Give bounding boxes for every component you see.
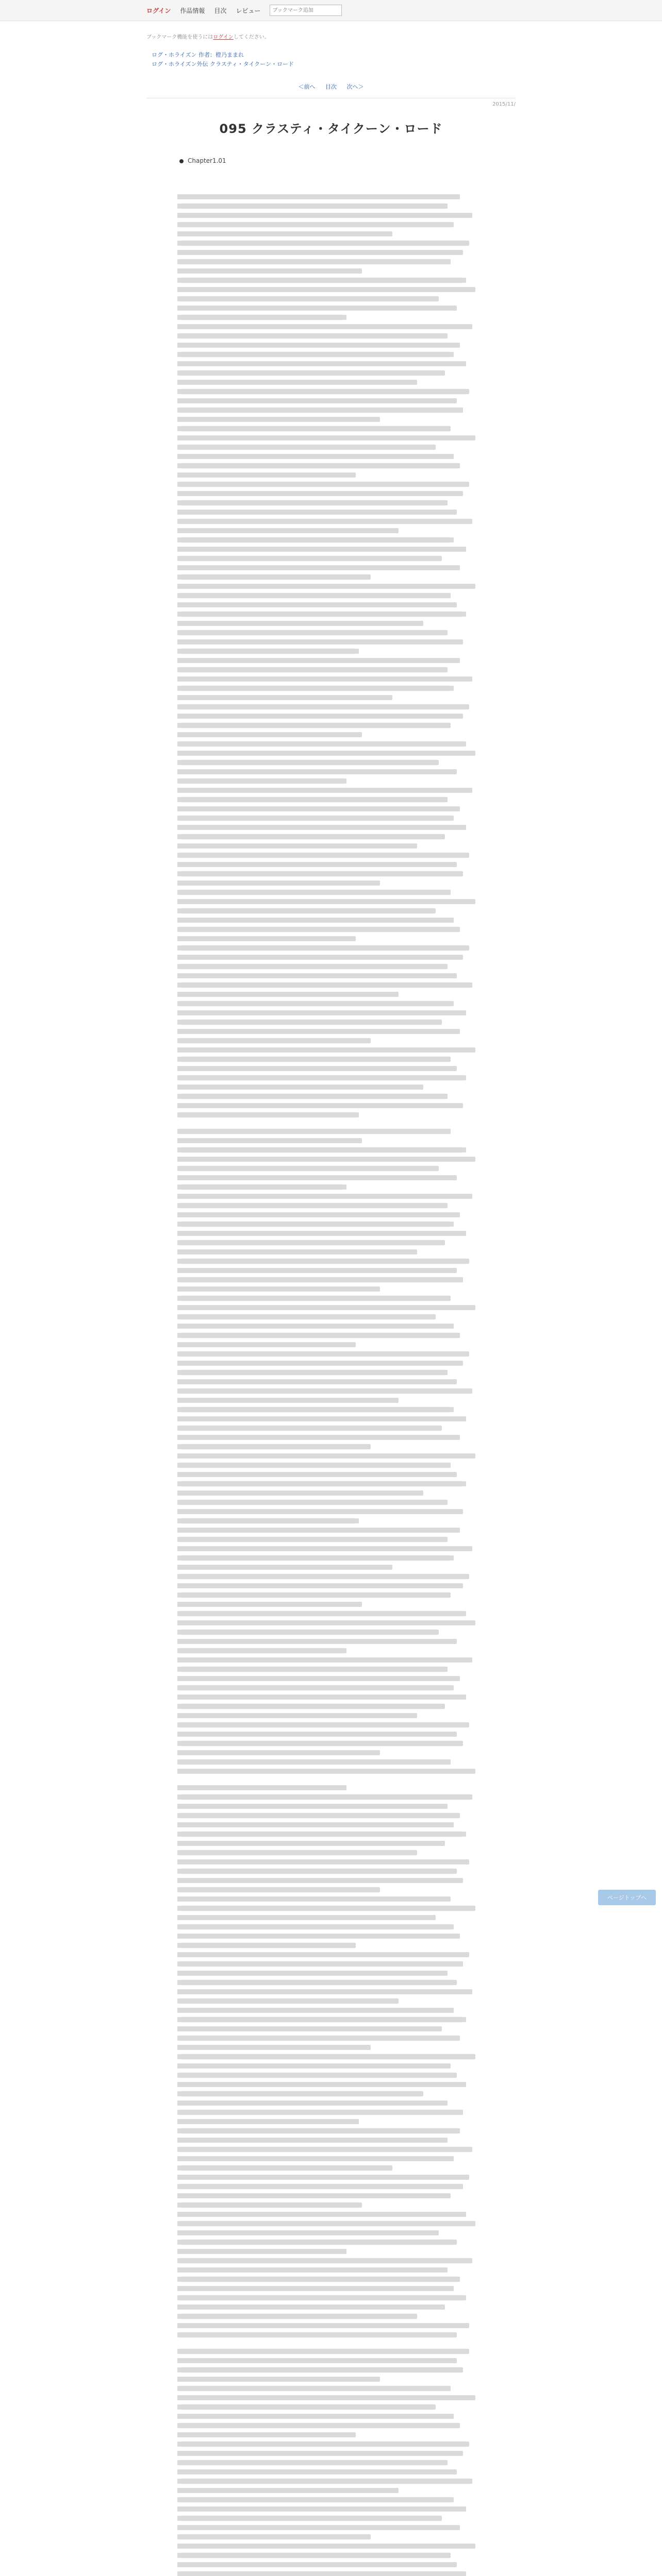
- text-line: [177, 1741, 463, 1746]
- text-line: [177, 389, 469, 394]
- text-line: [177, 806, 460, 811]
- text-line: [177, 2295, 466, 2300]
- text-line: [177, 880, 380, 886]
- text-line: [177, 1592, 451, 1598]
- text-line: [177, 1231, 466, 1236]
- text-line: [177, 1565, 392, 1570]
- text-line: [177, 612, 466, 617]
- text-line: [177, 593, 451, 598]
- page-top-button[interactable]: ページトップへ: [598, 1890, 656, 1905]
- text-line: [177, 945, 469, 951]
- text-line: [177, 380, 417, 385]
- text-line: [177, 964, 448, 969]
- text-line: [177, 1943, 356, 1948]
- text-line: [177, 2544, 475, 2549]
- text-line: [177, 2017, 466, 2022]
- text-line: [177, 2432, 356, 2437]
- text-line: [177, 1112, 359, 1117]
- text-line: [177, 2414, 454, 2419]
- text-line: [177, 1324, 454, 1329]
- text-line: [177, 1038, 371, 1043]
- text-line: [177, 1020, 442, 1025]
- text-line: [177, 1184, 346, 1190]
- text-line: [177, 2442, 469, 2447]
- text-line: [177, 1804, 448, 1809]
- text-line: [177, 1832, 466, 1837]
- text-line: [177, 982, 472, 988]
- text-line: [177, 890, 451, 895]
- text-line: [177, 741, 466, 747]
- text-line: [177, 788, 472, 793]
- text-line: [177, 417, 380, 422]
- text-line: [177, 1203, 448, 1208]
- text-line: [177, 2332, 457, 2337]
- text-line: [177, 296, 439, 301]
- text-line: [177, 1694, 466, 1700]
- text-line: [177, 1103, 463, 1108]
- text-line: [177, 973, 457, 978]
- text-line: [177, 370, 445, 376]
- text-line: [177, 1426, 442, 1431]
- text-line: [177, 1980, 457, 1985]
- text-line: [177, 1075, 466, 1080]
- text-line: [177, 1361, 463, 1366]
- text-line: [177, 2193, 451, 2198]
- text-line: [177, 1286, 380, 1292]
- text-line: [177, 1971, 448, 1976]
- text-line: [177, 213, 472, 218]
- text-line: [177, 899, 475, 904]
- text-line: [177, 2451, 463, 2456]
- text-line: [177, 2147, 472, 2152]
- text-line: [177, 992, 399, 997]
- text-line: [177, 1528, 460, 1533]
- text-line: [177, 1952, 469, 1957]
- text-line: [177, 1249, 417, 1255]
- text-line: [177, 2175, 469, 2180]
- text-line: [177, 686, 454, 691]
- text-line: [177, 723, 451, 728]
- text-line: [177, 324, 472, 329]
- text-line: [177, 2100, 448, 2106]
- text-line: [177, 2202, 362, 2208]
- text-line: [177, 1685, 454, 1690]
- top-bar: [0, 0, 662, 21]
- notice-login-link[interactable]: ログイン: [213, 35, 234, 40]
- chapter-label: Chapter1.01: [188, 157, 226, 164]
- breadcrumb: [152, 50, 662, 69]
- text-line: [177, 2314, 417, 2319]
- text-line: [177, 537, 454, 543]
- text-line: [177, 2054, 475, 2059]
- text-line: [177, 1147, 466, 1153]
- text-line: [177, 1175, 457, 1180]
- text-line: [177, 2349, 469, 2354]
- notice-text: ブックマーク機能を使うには: [146, 35, 213, 40]
- text-line: [177, 1500, 448, 1505]
- text-line: [177, 667, 448, 672]
- text-line: [177, 491, 463, 496]
- text-line: [177, 1416, 466, 1421]
- text-line: [177, 1407, 454, 1412]
- page-title: 095 クラスティ・タイクーン・ロード: [219, 122, 443, 136]
- text-line: [177, 862, 457, 867]
- nav-toc[interactable]: 目次: [214, 7, 227, 14]
- text-line: [177, 1388, 472, 1394]
- text-line: [177, 927, 460, 932]
- text-line: [177, 2404, 436, 2410]
- text-line: [177, 1435, 460, 1440]
- text-line: [177, 306, 457, 311]
- next-link[interactable]: 次へ＞: [346, 83, 364, 90]
- text-line: [177, 510, 457, 515]
- text-line: [177, 918, 454, 923]
- text-line: [177, 1822, 454, 1827]
- text-line: [177, 621, 423, 626]
- text-line: [177, 1342, 356, 1347]
- text-line: [177, 2506, 466, 2512]
- text-line: [177, 602, 457, 607]
- text-line: [177, 1998, 399, 2004]
- text-line: [177, 1676, 460, 1681]
- text-line: [177, 853, 469, 858]
- text-line: [177, 1906, 475, 1911]
- text-line: [177, 676, 472, 682]
- text-line: [177, 519, 472, 524]
- text-line: [177, 1630, 439, 1635]
- text-line: [177, 2553, 451, 2558]
- text-line: [177, 1277, 463, 1282]
- text-line: [177, 2571, 466, 2576]
- text-line: [177, 2562, 457, 2567]
- text-line: [177, 1841, 445, 1846]
- text-line: [177, 2240, 457, 2245]
- text-line: [177, 2358, 457, 2363]
- text-line: [177, 1212, 460, 1217]
- text-line: [177, 843, 417, 849]
- text-line: [177, 1537, 448, 1542]
- text-line: [177, 352, 454, 357]
- text-line: [177, 1444, 371, 1449]
- text-line: [177, 1351, 469, 1357]
- text-line: [177, 1555, 454, 1561]
- text-line: [177, 278, 466, 283]
- text-line: [177, 2082, 466, 2087]
- text-line: [177, 222, 454, 227]
- text-line: [177, 454, 454, 459]
- text-line: [177, 408, 463, 413]
- text-line: [177, 1490, 423, 1496]
- text-line: [177, 714, 463, 719]
- text-line: [177, 2091, 423, 2096]
- text-line: [177, 2516, 442, 2521]
- prev-link[interactable]: ＜前へ: [298, 83, 316, 90]
- text-line: [177, 769, 457, 774]
- text-line: [177, 2026, 442, 2031]
- bullet-icon: [179, 159, 184, 163]
- text-line: [177, 1057, 451, 1062]
- toc-link[interactable]: 目次: [325, 83, 337, 90]
- text-line: [177, 1010, 466, 1015]
- text-line: [177, 1583, 463, 1588]
- text-line: [177, 435, 475, 440]
- login-link[interactable]: ログイン: [146, 7, 171, 14]
- text-line: [177, 547, 466, 552]
- text-line: [177, 704, 469, 709]
- text-line: [177, 1047, 475, 1053]
- text-line: [177, 1648, 346, 1653]
- text-line: [177, 2119, 359, 2124]
- text-line: [177, 1794, 472, 1800]
- text-line: [177, 1769, 475, 1774]
- text-line: [177, 1370, 448, 1375]
- text-line: [177, 1924, 454, 1929]
- text-line: [177, 1066, 457, 1071]
- text-line: [177, 398, 457, 403]
- text-line: [177, 1896, 451, 1902]
- text-line: [177, 936, 356, 941]
- text-line: [177, 630, 448, 635]
- text-line: [177, 1001, 454, 1006]
- text-line: [177, 1989, 472, 1994]
- text-line: [177, 1639, 457, 1644]
- text-line: [177, 1296, 451, 1301]
- text-line: [177, 361, 466, 366]
- text-line: [177, 2230, 439, 2235]
- text-line: [177, 1713, 417, 1718]
- text-line: [177, 2045, 371, 2050]
- text-line: [177, 1961, 463, 1967]
- text-line: [177, 231, 392, 236]
- text-line: [177, 2377, 380, 2382]
- text-line: [177, 2277, 460, 2282]
- text-line: [177, 1194, 472, 1199]
- text-line: [177, 1869, 457, 1874]
- text-line: [177, 1574, 469, 1579]
- text-line: [177, 908, 436, 913]
- bookmark-input[interactable]: [270, 5, 342, 16]
- text-line: [177, 343, 460, 348]
- text-line: [177, 2534, 371, 2539]
- text-line: [177, 2460, 448, 2465]
- text-line: [177, 1314, 436, 1319]
- text-line: [177, 695, 392, 700]
- text-line: [177, 649, 359, 654]
- text-line: [177, 1859, 469, 1865]
- text-line: [177, 751, 475, 756]
- text-line: [177, 1305, 475, 1310]
- breadcrumb-work[interactable]: ログ・ホライズン 作者：橙乃ままれ: [152, 52, 244, 58]
- text-line: [177, 1463, 451, 1468]
- text-line: [177, 2073, 457, 2078]
- nav-review[interactable]: レビュー: [236, 7, 261, 14]
- text-line: [177, 2212, 466, 2217]
- text-line: [177, 556, 442, 561]
- text-line: [177, 500, 448, 505]
- text-line: [177, 2258, 472, 2263]
- text-line: [177, 2304, 445, 2310]
- text-line: [177, 472, 356, 478]
- text-line: [177, 528, 399, 533]
- text-line: [177, 955, 463, 960]
- text-line: [177, 1379, 457, 1384]
- text-line: [177, 1472, 457, 1477]
- text-line: [177, 1481, 466, 1486]
- text-line: [177, 2184, 463, 2189]
- text-line: [177, 1813, 460, 1818]
- text-line: [177, 1084, 423, 1090]
- text-line: [177, 1750, 380, 1755]
- text-line: [177, 1509, 463, 1514]
- text-line: [177, 287, 475, 292]
- text-line: [177, 1029, 460, 1034]
- text-line: [177, 2221, 475, 2226]
- text-line: [177, 1657, 472, 1663]
- text-line: [177, 2128, 460, 2133]
- text-line: [177, 1333, 460, 1338]
- text-line: [177, 2525, 460, 2530]
- text-line: [177, 639, 463, 645]
- text-line: [177, 1138, 362, 1143]
- post-date: 2015/11/: [492, 101, 516, 107]
- text-line: [177, 574, 371, 580]
- text-line: [177, 2063, 451, 2069]
- text-line: [177, 1759, 451, 1765]
- text-line: [177, 2165, 392, 2171]
- text-line: [177, 1268, 457, 1273]
- text-line: [177, 1722, 469, 1727]
- text-line: [177, 482, 469, 487]
- text-line: [177, 797, 448, 802]
- text-line: [177, 2395, 475, 2400]
- text-line: [177, 1704, 445, 1709]
- text-line: [177, 315, 346, 320]
- text-line: [177, 584, 475, 589]
- text-line: [177, 1398, 399, 1403]
- text-line: [177, 259, 451, 264]
- text-line: [177, 241, 469, 246]
- text-line: [177, 2286, 454, 2291]
- text-line: [177, 1878, 463, 1883]
- nav-work-info[interactable]: 作品情報: [180, 7, 205, 14]
- text-line: [177, 1934, 460, 1939]
- text-line: [177, 2036, 460, 2041]
- text-line: [177, 1222, 454, 1227]
- text-line: [177, 1850, 417, 1855]
- text-line: [177, 2323, 469, 2328]
- text-line: [177, 426, 451, 431]
- text-line: [177, 1602, 362, 1607]
- text-line: [177, 250, 463, 255]
- text-line: [177, 1259, 469, 1264]
- text-line: [177, 565, 460, 570]
- text-line: [177, 194, 460, 199]
- text-line: [177, 871, 463, 876]
- text-line: [177, 2469, 457, 2475]
- text-line: [177, 445, 436, 450]
- text-line: [177, 2156, 454, 2161]
- chapter-heading: [179, 157, 662, 164]
- text-line: [177, 1611, 466, 1616]
- text-line: [177, 2267, 448, 2273]
- text-line: [177, 204, 448, 209]
- text-line: [177, 1129, 451, 1134]
- text-line: [177, 2249, 346, 2254]
- text-line: [177, 825, 466, 830]
- text-line: [177, 2138, 448, 2143]
- chapter-body: [177, 194, 485, 2576]
- pager: [0, 82, 662, 91]
- text-line: [177, 2488, 399, 2493]
- text-line: [177, 2367, 463, 2372]
- text-line: [177, 333, 448, 338]
- text-line: [177, 760, 439, 765]
- text-line: [177, 1785, 346, 1790]
- text-line: [177, 816, 454, 821]
- text-line: [177, 778, 346, 784]
- text-line: [177, 1620, 475, 1625]
- text-line: [177, 1240, 445, 1245]
- text-line: [177, 1887, 380, 1892]
- text-line: [177, 2008, 454, 2013]
- breadcrumb-chapter[interactable]: ログ・ホライズン外伝 クラスティ・タイクーン・ロード: [152, 61, 294, 67]
- text-line: [177, 1915, 436, 1920]
- text-line: [177, 2423, 460, 2428]
- text-line: [177, 1157, 475, 1162]
- text-line: [177, 732, 362, 737]
- text-line: [177, 1094, 448, 1099]
- text-line: [177, 1546, 472, 1551]
- text-line: [177, 2479, 472, 2484]
- text-line: [177, 1667, 448, 1672]
- notice-text-end: してください。: [233, 35, 270, 40]
- text-line: [177, 1453, 475, 1459]
- login-notice: [146, 32, 662, 40]
- text-line: [177, 2386, 451, 2391]
- text-line: [177, 2110, 463, 2115]
- text-line: [177, 1166, 439, 1171]
- text-line: [177, 1732, 457, 1737]
- text-line: [177, 834, 445, 839]
- text-line: [177, 268, 362, 274]
- text-line: [177, 658, 460, 663]
- text-line: [177, 463, 460, 468]
- text-line: [177, 1518, 359, 1523]
- text-line: [177, 2497, 454, 2502]
